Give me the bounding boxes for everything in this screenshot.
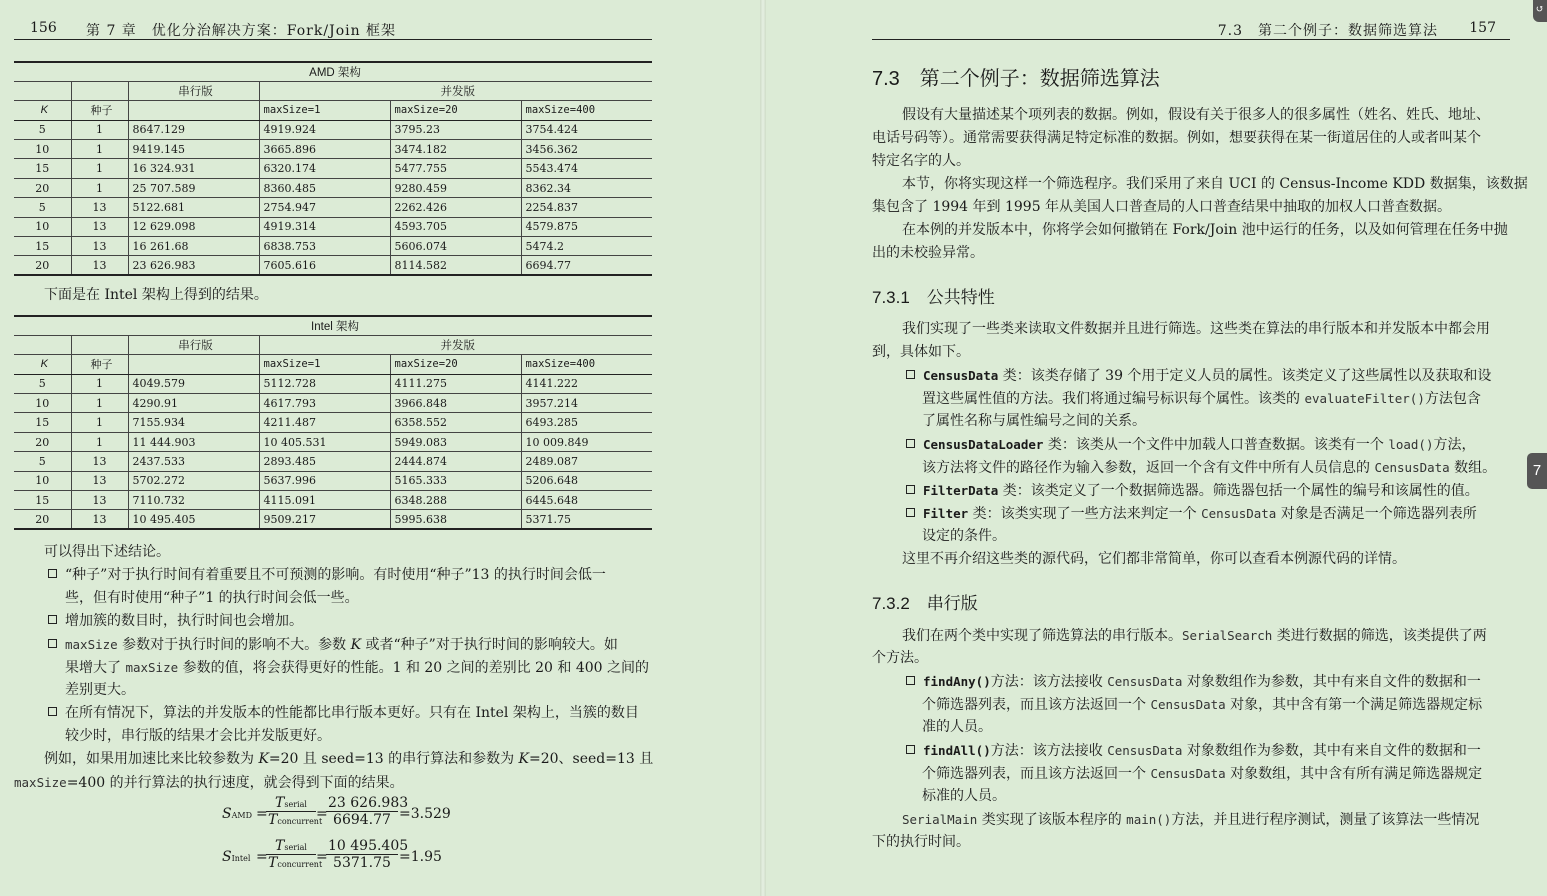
intel-table-cell: 4290.91 <box>128 394 259 413</box>
amd-table-header-cell: 种子 <box>71 101 128 120</box>
para-text: =20 且 seed=13 的串行算法和参数为 <box>268 751 519 767</box>
bullet-text: 方法：该方法接收 <box>990 674 1108 690</box>
paragraph-line: 电话号码等）。通常需要获得满足特定标准的数据。例如，想要获得在某一街道居住的人或者叫某个 <box>872 130 1481 146</box>
amd-table-cell: 4593.705 <box>390 217 521 236</box>
intel-table-cell: 6493.285 <box>521 413 652 432</box>
bullet-text: 类：该类存储了 39 个用于定义人员的属性。该类定义了这些属性以及获取和设 <box>998 368 1492 384</box>
para-text: =400 的并行算法的执行速度，就会得到下面的结果。 <box>66 775 404 791</box>
speedup-formula-amd: SAMD = Tserial Tconcurrent = $\frac{23 626.983}{6694.77}$ =3.529 <box>222 795 451 828</box>
table-row <box>14 432 652 451</box>
class-bullet-censusdataloader <box>906 433 1475 457</box>
bullet-continuation: 些，但有时使用“种子”1 的执行时间会低一些。 <box>65 590 359 606</box>
math-var: K <box>258 751 269 767</box>
table-row <box>14 471 652 490</box>
amd-table-cell: 10 <box>14 140 71 159</box>
inline-code: CensusData <box>1107 674 1183 689</box>
example-paragraph-line1 <box>44 748 653 771</box>
bullet-continuation: 标准的人员。 <box>922 788 1006 804</box>
speedup-formula-intel: SIntel = Tserial Tconcurrent = $\frac{10 495.405}{5371.75}$ =1.95 <box>222 838 442 871</box>
intel-table-cell: 9509.217 <box>259 510 390 529</box>
inline-code: CensusData <box>1374 460 1450 475</box>
bullet-continuation <box>922 387 1481 411</box>
bullet-continuation <box>922 762 1482 786</box>
bullet-continuation: 设定的条件。 <box>922 528 1006 544</box>
bullet-text: 置这些属性值的方法。我们将通过编号标识每个属性。该类的 <box>922 391 1305 407</box>
amd-table-cell: 23 626.983 <box>128 256 259 275</box>
amd-table-cell: 25 707.589 <box>128 178 259 197</box>
inline-code: maxSize <box>65 637 118 652</box>
bullet-text: 增加簇的数目时，执行时间也会增加。 <box>65 613 303 629</box>
math-var: K <box>518 751 529 767</box>
bullet-text: 或者“种子”对于执行时间的影响较大。如 <box>361 637 618 653</box>
amd-table-cell: 20 <box>14 256 71 275</box>
amd-table-header-cell: maxSize=400 <box>521 101 652 120</box>
amd-table-cell: 13 <box>71 237 128 256</box>
inline-code: CensusData <box>1201 506 1277 521</box>
example-paragraph-line2 <box>14 771 404 795</box>
amd-table-cell: 6694.77 <box>521 256 652 275</box>
amd-table-cell: 3754.424 <box>521 120 652 139</box>
intel-table-cell: 7155.934 <box>128 413 259 432</box>
inline-code: SerialSearch <box>1182 628 1273 643</box>
class-bullet-filter <box>906 502 1477 526</box>
intel-table-cell: 11 444.903 <box>128 432 259 451</box>
formula-numerator: 23 626.983 <box>328 795 409 811</box>
intel-table-cell: 7110.732 <box>128 491 259 510</box>
intel-table-cell: 10 <box>14 471 71 490</box>
chapter-side-tab[interactable]: 7 <box>1527 453 1547 489</box>
para-text: 我们在两个类中实现了筛选算法的串行版本。 <box>902 628 1182 644</box>
inline-code: CensusData <box>1150 697 1226 712</box>
intel-table-cell: 20 <box>14 432 71 451</box>
left-chapter-title: 第 7 章 优化分治解决方案：Fork/Join 框架 <box>86 23 397 39</box>
formula-equals: = <box>256 806 268 822</box>
checkbox-bullet-icon <box>906 745 915 754</box>
table-row <box>14 491 652 510</box>
intel-table-caption: Intel 架构 <box>14 316 652 335</box>
formula-subscript: concurrent <box>277 817 323 826</box>
table-row <box>14 217 652 236</box>
formula-subscript: AMD <box>231 811 252 820</box>
intel-table-cell: 20 <box>14 510 71 529</box>
intel-table-header-cell: K <box>14 355 71 374</box>
class-name: Filter <box>923 506 969 521</box>
paragraph-line <box>902 624 1487 648</box>
intel-table-cell: 5206.648 <box>521 471 652 490</box>
amd-table-cell: 4919.924 <box>259 120 390 139</box>
intel-table-cell: 5995.638 <box>390 510 521 529</box>
intel-table-header-cell: maxSize=1 <box>259 355 390 374</box>
math-var: K <box>350 637 362 653</box>
intel-table-cell: 4111.275 <box>390 374 521 393</box>
formula-subscript: concurrent <box>277 860 323 869</box>
intel-table-cell: 13 <box>71 491 128 510</box>
intel-table-cell: 15 <box>14 491 71 510</box>
intel-table-cell: 5165.333 <box>390 471 521 490</box>
formula-result: =1.95 <box>399 849 442 865</box>
table-row <box>14 237 652 256</box>
formula-symbol: T <box>275 838 285 854</box>
paragraph-line: 集包含了 1994 年到 1995 年从美国人口普查局的人口普查结果中抽取的加权人口普查数据。 <box>872 199 1452 215</box>
paragraph-line: 假设有大量描述某个项列表的数据。例如，假设有关于很多人的很多属性（姓名、姓氏、地址、 <box>902 107 1490 123</box>
inline-code: main() <box>1126 812 1172 827</box>
table-row <box>14 510 652 529</box>
amd-table-cell: 5477.755 <box>390 159 521 178</box>
amd-table-cell: 4919.314 <box>259 217 390 236</box>
amd-table-header-cell: maxSize=20 <box>390 101 521 120</box>
bullet-continuation: 较少时，串行版的结果才会比并发版更好。 <box>65 728 331 744</box>
para-text: 类实现了该版本程序的 <box>977 812 1127 828</box>
para-text: 方法，并且进行程序测试，测量了该算法一些情况 <box>1171 812 1480 828</box>
bullet-continuation: 准的人员。 <box>922 719 992 735</box>
amd-table-cell: 2254.837 <box>521 198 652 217</box>
conclusion-bullet-clusters <box>48 610 303 633</box>
amd-table-cell: 10 <box>14 217 71 236</box>
bullet-text: 方法包含 <box>1424 391 1481 407</box>
formula-denominator: 6694.77 <box>333 812 391 828</box>
intel-table-cell: 2893.485 <box>259 452 390 471</box>
bullet-text: 对象数组，其中含有所有满足筛选器规定 <box>1225 766 1483 782</box>
formula-fraction-values <box>326 795 409 828</box>
subsection-heading-common: 7.3.1 公共特性 <box>872 288 995 307</box>
formula-symbol: S <box>222 849 232 865</box>
formula-numerator: 10 495.405 <box>328 838 409 854</box>
amd-table-cell: 7605.616 <box>259 256 390 275</box>
amd-table-cell: 1 <box>71 178 128 197</box>
paragraph-line: 本节，你将实现这样一个筛选程序。我们采用了来自 UCI 的 Census-Income KDD 数据集，该数据 <box>902 176 1528 192</box>
paragraph-line: 个方法。 <box>872 650 928 666</box>
intel-table-cell: 5702.272 <box>128 471 259 490</box>
intel-table-cell: 1 <box>71 432 128 451</box>
bullet-text: 方法：该方法接收 <box>990 743 1108 759</box>
amd-table-caption: AMD 架构 <box>14 62 652 81</box>
bullet-text: 对象是否满足一个筛选器列表所 <box>1276 506 1477 522</box>
inline-code: evaluateFilter() <box>1304 391 1425 406</box>
table-row <box>14 374 652 393</box>
amd-table-cell: 16 261.68 <box>128 237 259 256</box>
bullet-text: 类：该类定义了一个数据筛选器。筛选器包括一个属性的编号和该属性的值。 <box>998 483 1479 499</box>
intel-table-header-cell <box>128 355 259 374</box>
amd-table-cell: 20 <box>14 178 71 197</box>
intel-table-cell: 3957.214 <box>521 394 652 413</box>
amd-table-header-cell: maxSize=1 <box>259 101 390 120</box>
amd-table-header-cell: K <box>14 101 71 120</box>
checkbox-bullet-icon <box>48 569 57 578</box>
checkbox-bullet-icon <box>906 370 915 379</box>
formula-subscript: serial <box>284 800 307 809</box>
left-page <box>0 0 760 896</box>
table-row <box>14 452 652 471</box>
method-name: findAny() <box>923 674 991 689</box>
bullet-continuation <box>922 456 1496 480</box>
intel-table-cell: 4141.222 <box>521 374 652 393</box>
formula-denominator: 5371.75 <box>333 855 391 871</box>
intel-table-cell: 2437.533 <box>128 452 259 471</box>
formula-equals: = <box>256 849 268 865</box>
table-row <box>14 256 652 275</box>
intel-table-cell: 5371.75 <box>521 510 652 529</box>
table-row <box>14 140 652 159</box>
paragraph-line: 这里不再介绍这些类的源代码，它们都非常简单，你可以查看本例源代码的详情。 <box>902 551 1406 567</box>
amd-table-cell: 5606.074 <box>390 237 521 256</box>
class-name: CensusDataLoader <box>923 437 1044 452</box>
inline-code: CensusData <box>1107 743 1183 758</box>
table-row <box>14 178 652 197</box>
intel-table-cell: 5112.728 <box>259 374 390 393</box>
intel-table-cell: 5 <box>14 374 71 393</box>
bullet-text: “种子”对于执行时间有着重要且不可预测的影响。有时使用“种子”13 的执行时间会低一 <box>65 567 606 583</box>
paragraph-line: 在本例的并发版本中，你将学会如何撤销在 Fork/Join 池中运行的任务，以及如何管理在任务中抛 <box>902 222 1508 238</box>
intel-table-cell: 10 009.849 <box>521 432 652 451</box>
section-heading: 7.3 第二个例子：数据筛选算法 <box>872 68 1160 90</box>
formula-subscript: serial <box>284 843 307 852</box>
paragraph-line: 到，具体如下。 <box>872 344 970 360</box>
table-row <box>14 198 652 217</box>
formula-result: =3.529 <box>399 806 451 822</box>
amd-table-cell: 9280.459 <box>390 178 521 197</box>
amd-table-cell: 9419.145 <box>128 140 259 159</box>
conclusion-bullet-maxsize <box>48 633 618 657</box>
bullet-text: 数组。 <box>1449 460 1497 476</box>
amd-table-cell: 6320.174 <box>259 159 390 178</box>
amd-table-cell: 2754.947 <box>259 198 390 217</box>
amd-table-cell: 8114.582 <box>390 256 521 275</box>
amd-table-cell: 6838.753 <box>259 237 390 256</box>
bullet-text: 参数对于执行时间的影响不大。参数 <box>117 637 351 653</box>
bullet-text: 类：该类实现了一些方法来判定一个 <box>968 506 1202 522</box>
intel-table-header-cell: 种子 <box>71 355 128 374</box>
intel-table-cell: 4115.091 <box>259 491 390 510</box>
bullet-continuation: 差别更大。 <box>65 682 135 698</box>
intel-table-cell: 5637.996 <box>259 471 390 490</box>
amd-table-cell: 13 <box>71 256 128 275</box>
bullet-text: 在所有情况下，算法的并发版本的性能都比串行版本更好。只有在 Intel 架构上，当簇的数目 <box>65 705 639 721</box>
conclusion-bullet-seed <box>48 564 606 587</box>
amd-table-cell: 12 629.098 <box>128 217 259 236</box>
amd-table-cell: 3795.23 <box>390 120 521 139</box>
intel-table-cell: 3966.848 <box>390 394 521 413</box>
intel-table-cell: 2444.874 <box>390 452 521 471</box>
intel-table-cell: 6358.552 <box>390 413 521 432</box>
amd-table-cell: 2262.426 <box>390 198 521 217</box>
intel-table-cell: 5 <box>14 452 71 471</box>
intel-table-cell: 13 <box>71 471 128 490</box>
bullet-text: 个筛选器列表，而且该方法返回一个 <box>922 697 1151 713</box>
amd-table-cell: 5474.2 <box>521 237 652 256</box>
checkbox-bullet-icon <box>906 676 915 685</box>
bullet-text: 类：该类从一个文件中加载人口普查数据。该类有一个 <box>1043 437 1389 453</box>
inline-code: SerialMain <box>902 812 978 827</box>
bullet-text: 对象，其中含有第一个满足筛选器规定标 <box>1225 697 1483 713</box>
amd-table-cell: 3474.182 <box>390 140 521 159</box>
intel-table-cell: 4049.579 <box>128 374 259 393</box>
paragraph-line: 特定名字的人。 <box>872 153 970 169</box>
bullet-text: 该方法将文件的路径作为输入参数，返回一个含有文件中所有人员信息的 <box>922 460 1375 476</box>
formula-subscript: Intel <box>231 854 251 863</box>
bullet-text: 个筛选器列表，而且该方法返回一个 <box>922 766 1151 782</box>
intel-table-cell: 13 <box>71 452 128 471</box>
intel-table-cell: 10 495.405 <box>128 510 259 529</box>
subsection-heading-serial: 7.3.2 串行版 <box>872 594 978 613</box>
intel-table-cell: 2489.087 <box>521 452 652 471</box>
formula-symbol: T <box>268 855 278 871</box>
bullet-text: 对象数组作为参数，其中有来自文件的数据和一 <box>1182 674 1481 690</box>
intel-table-cell: 4617.793 <box>259 394 390 413</box>
amd-table-cell: 5 <box>14 120 71 139</box>
bullet-text: 方法， <box>1433 437 1476 453</box>
checkbox-bullet-icon <box>906 439 915 448</box>
amd-table-cell: 5 <box>14 198 71 217</box>
amd-table-cell: 15 <box>14 159 71 178</box>
checkbox-bullet-icon <box>906 485 915 494</box>
amd-concurrent-group: 并发版 <box>259 81 652 100</box>
amd-table-cell: 8360.485 <box>259 178 390 197</box>
paragraph-line: 出的未校验异常。 <box>872 245 984 261</box>
intel-table-header-cell: maxSize=400 <box>521 355 652 374</box>
amd-table-cell: 8362.34 <box>521 178 652 197</box>
inline-code: maxSize <box>14 775 67 790</box>
table-row <box>14 413 652 432</box>
intel-table-cell: 6445.648 <box>521 491 652 510</box>
intel-table-cell: 15 <box>14 413 71 432</box>
table-row <box>14 394 652 413</box>
amd-table-cell: 1 <box>71 159 128 178</box>
intel-table-cell: 1 <box>71 374 128 393</box>
class-name: FilterData <box>923 483 999 498</box>
right-section-header: 7.3 第二个例子：数据筛选算法 <box>1217 23 1438 39</box>
right-running-head <box>872 18 1510 40</box>
inline-code: load() <box>1388 437 1434 452</box>
formula-fraction-symbolic <box>266 838 323 871</box>
intel-table-header-cell: maxSize=20 <box>390 355 521 374</box>
intel-results-table <box>14 315 652 530</box>
class-name: CensusData <box>923 368 999 383</box>
class-bullet-censusdata <box>906 364 1491 388</box>
checkbox-bullet-icon <box>48 615 57 624</box>
intel-serial-group: 串行版 <box>128 335 259 354</box>
amd-table-cell: 3456.362 <box>521 140 652 159</box>
intel-table-cell: 1 <box>71 394 128 413</box>
bullet-text: 果增大了 <box>65 660 126 676</box>
amd-table-cell: 1 <box>71 140 128 159</box>
amd-table-cell: 8647.129 <box>128 120 259 139</box>
para-text: 例如，如果用加速比来比较参数为 <box>44 751 259 767</box>
intel-concurrent-group: 并发版 <box>259 335 652 354</box>
amd-table-cell: 13 <box>71 217 128 236</box>
intel-table-cell: 1 <box>71 413 128 432</box>
method-bullet-findall <box>906 739 1481 763</box>
table-row <box>14 120 652 139</box>
amd-table-cell: 1 <box>71 120 128 139</box>
method-bullet-findany <box>906 670 1481 694</box>
bullet-continuation <box>922 693 1482 717</box>
checkbox-bullet-icon <box>906 508 915 517</box>
formula-fraction-symbolic <box>266 795 323 828</box>
formula-symbol: S <box>222 806 232 822</box>
bullet-text: 对象数组作为参数，其中有来自文件的数据和一 <box>1182 743 1481 759</box>
bullet-continuation: 了属性名称与属性编号之间的关系。 <box>922 413 1146 429</box>
intel-table-cell: 5949.083 <box>390 432 521 451</box>
amd-table-cell: 3665.896 <box>259 140 390 159</box>
paragraph-line: 我们实现了一些类来读取文件数据并且进行筛选。这些类在算法的串行版本和并发版本中都会用 <box>902 321 1490 337</box>
amd-table-cell: 5543.474 <box>521 159 652 178</box>
page-corner-icon[interactable]: ↺ <box>1533 0 1547 22</box>
intel-table-cell: 13 <box>71 510 128 529</box>
amd-serial-group: 串行版 <box>128 81 259 100</box>
amd-table-cell: 4579.875 <box>521 217 652 236</box>
checkbox-bullet-icon <box>48 707 57 716</box>
left-running-head <box>14 18 652 40</box>
intel-table-cell: 10 <box>14 394 71 413</box>
class-bullet-filterdata <box>906 479 1479 503</box>
para-text: =20、seed=13 且 <box>529 751 654 767</box>
formula-fraction-values <box>326 838 409 871</box>
formula-symbol: T <box>268 812 278 828</box>
bullet-continuation <box>65 656 649 680</box>
right-page-number: 157 <box>1469 20 1496 36</box>
checkbox-bullet-icon <box>48 639 57 648</box>
method-name: findAll() <box>923 743 991 758</box>
amd-table-cell: 13 <box>71 198 128 217</box>
inline-code: CensusData <box>1150 766 1226 781</box>
amd-table-cell: 16 324.931 <box>128 159 259 178</box>
right-page <box>766 0 1547 896</box>
intel-table-cell: 6348.288 <box>390 491 521 510</box>
intel-intro-text: 下面是在 Intel 架构上得到的结果。 <box>44 287 268 303</box>
amd-table-cell: 15 <box>14 237 71 256</box>
amd-results-table <box>14 61 652 276</box>
table-row <box>14 159 652 178</box>
conclusion-bullet-concurrent <box>48 702 639 725</box>
paragraph-line: 下的执行时间。 <box>872 834 970 850</box>
paragraph-line <box>902 808 1479 832</box>
inline-code: maxSize <box>125 660 179 675</box>
amd-table-header-cell <box>128 101 259 120</box>
intel-table-cell: 4211.487 <box>259 413 390 432</box>
conclusion-intro: 可以得出下述结论。 <box>44 544 170 560</box>
amd-table-cell: 5122.681 <box>128 198 259 217</box>
left-page-number: 156 <box>30 20 57 36</box>
bullet-text: 参数的值，将会获得更好的性能。1 和 20 之间的差别比 20 和 400 之间的 <box>178 660 649 676</box>
para-text: 类进行数据的筛选，该类提供了两 <box>1272 628 1487 644</box>
intel-table-cell: 10 405.531 <box>259 432 390 451</box>
formula-symbol: T <box>275 795 285 811</box>
